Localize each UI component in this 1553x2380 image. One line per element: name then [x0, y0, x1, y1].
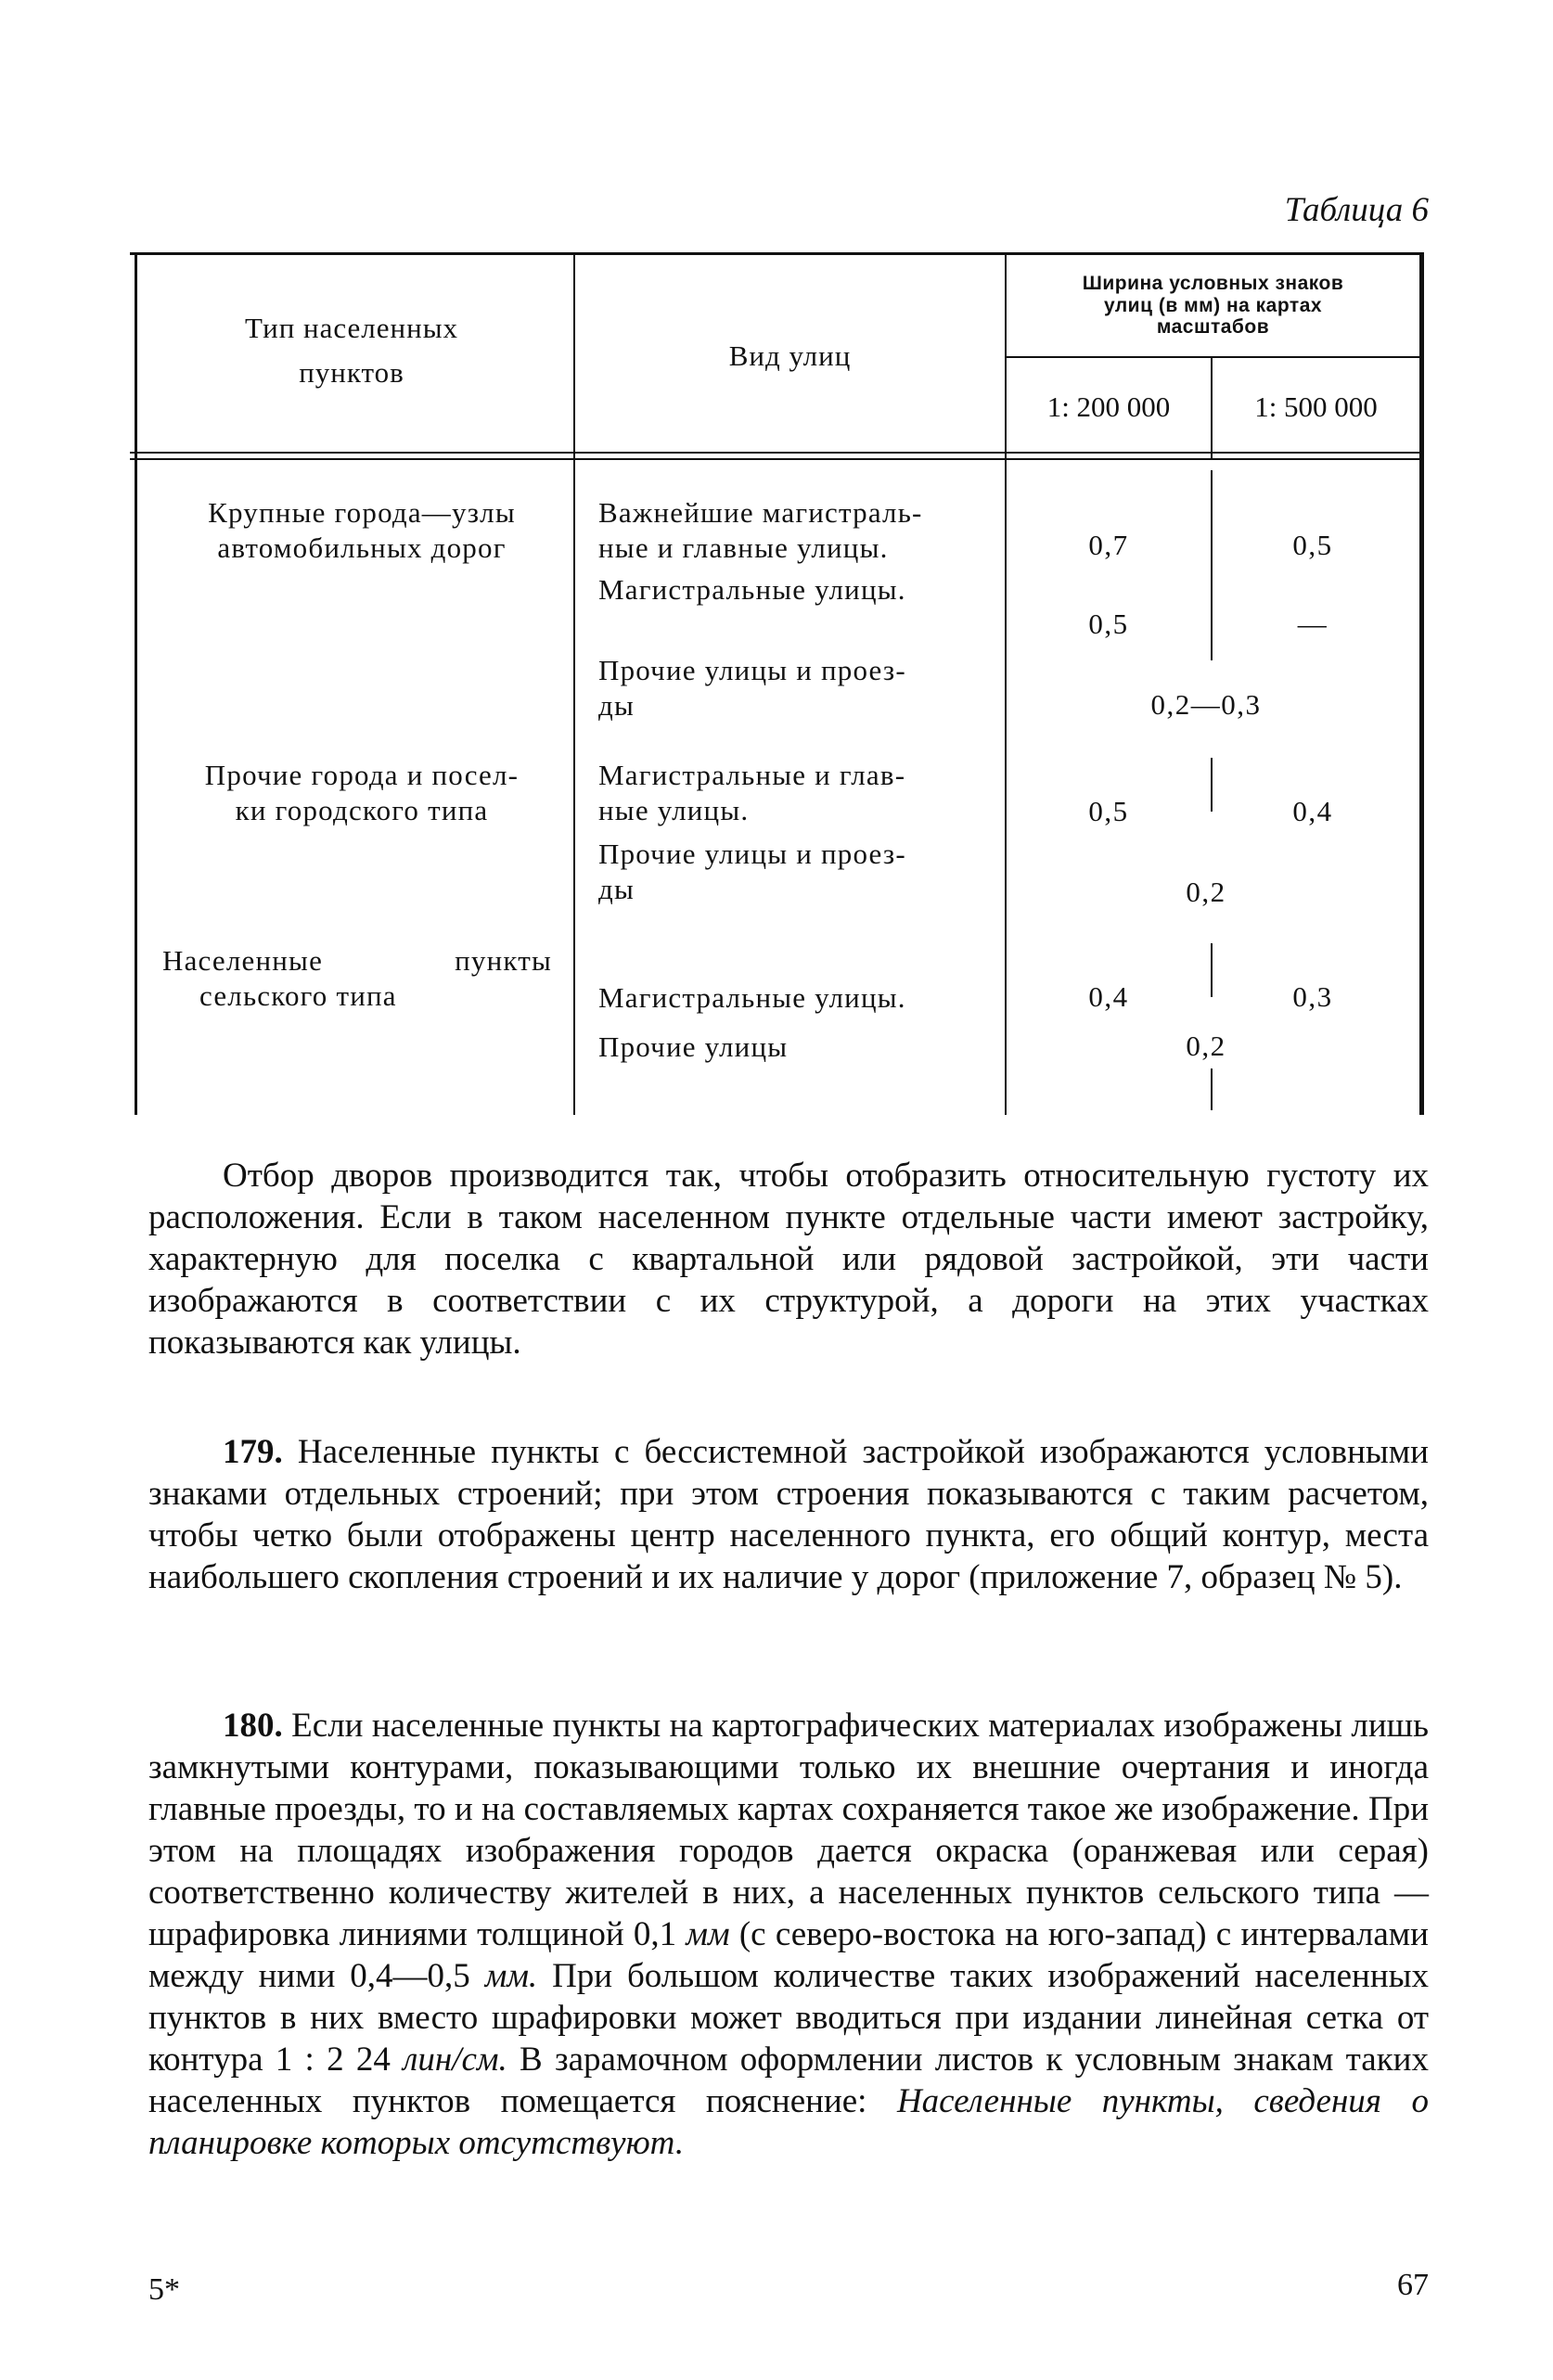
width-value-merged: 0,2 [1186, 1030, 1226, 1062]
header-sign-width: Ширина условных знаков улиц (в мм) на картах масштабов [1082, 273, 1344, 339]
scale-divider-segment [1211, 1068, 1213, 1110]
scale-divider-segment [1211, 470, 1213, 660]
width-value-500000: 0,4 [1292, 795, 1333, 827]
width-value-500000: 0,3 [1292, 980, 1333, 1013]
paragraph-180: 180. Если населенные пункты на картографических материалах изображены лишь замкнутыми контурами, показывающими только их внешние очертания и иногда главные проезды, то и на составляемых картах сохраняется такое же изображение. При этом на площадях изображения городов дается окраска (оранжевая или серая) соответственно количеству жителей в них, а населенных пунктов сельского типа — шрафировка линиями толщиной 0,1 мм (с северо-востока на юго-запад) с интервалами между ними 0,4—0,5 мм. При большом количестве таких изображений населенных пунктов в них вместо шрафировки может вводиться при издании линейная сетка от контура 1 : 2 24 лин/см. В зарамочном оформлении листов к условным знакам таких населенных пунктов помещается пояснение: Населенные пункты, сведения о планировке которых отсутствуют. [148, 1707, 1430, 2162]
paragraph-courtyard-selection: Отбор дворов производится так, чтобы отобразить относительную густоту их расположения. Если в таком населенном пункте отдельные части имеют застройку, характерную для поселка с квартальной или рядовой застройкой, эти части изображаются в соответствии с их структурой, а дороги на этих участках показываются как улицы. [148, 1157, 1429, 1362]
header-settlement-type: Тип населенных пунктов [244, 312, 459, 390]
paragraph-number: 179. [223, 1433, 283, 1471]
paragraph-number: 180. [223, 1707, 283, 1745]
width-value-merged: 0,2—0,3 [1150, 688, 1262, 721]
street-type-cell: Магистральные улицы. [598, 981, 906, 1014]
street-width-table [130, 252, 1424, 1115]
street-type-cell: Прочие улицы [598, 1030, 789, 1063]
settlement-type-cell: Населенные пункты сельского типа [162, 944, 552, 1012]
street-type-cell: Прочие улицы и проез- ды [598, 838, 906, 905]
scale-divider-segment [1211, 943, 1213, 997]
width-value-500000: — [1297, 608, 1328, 640]
type-column-divider [573, 252, 575, 1115]
table-right-border [1419, 252, 1424, 1115]
width-value-200000: 0,5 [1088, 608, 1129, 640]
street-type-cell: Магистральные и глав- ные улицы. [598, 759, 906, 826]
width-value-merged: 0,2 [1186, 876, 1226, 908]
table-top-rule [130, 252, 1424, 255]
width-value-200000: 0,4 [1088, 980, 1129, 1013]
italic-explanation: Населенные пункты, сведения о планировке которых отсутствуют. [148, 2082, 1429, 2162]
page-number: 67 [1397, 2268, 1429, 2302]
header-street-type: Вид улиц [728, 339, 852, 372]
street-type-cell: Прочие улицы и проез- ды [598, 654, 906, 722]
width-value-200000: 0,5 [1088, 795, 1129, 827]
header-bottom-rule-2 [130, 458, 1424, 460]
header-scale-500000: 1: 500 000 [1254, 390, 1378, 423]
width-value-500000: 0,5 [1292, 529, 1333, 561]
street-type-cell: Магистральные улицы. [598, 573, 906, 606]
paragraph-179: 179. Населенные пункты с бессистемной застройкой изображаются условными знаками отдельных строений; при этом строения показываются с таким расчетом, чтобы четко были отображены центр населенного пункта, его общий контур, места наибольшего скопления строений и их наличие у дорог (приложение 7, образец № 5). [148, 1433, 1429, 1596]
header-scale-200000: 1: 200 000 [1046, 390, 1171, 423]
scale-divider-segment [1211, 758, 1213, 812]
street-type-cell: Важнейшие магистраль- ные и главные улицы. [598, 496, 923, 564]
width-value-200000: 0,7 [1088, 529, 1129, 561]
signature-mark: 5* [148, 2272, 180, 2307]
table-caption: Таблица 6 [1284, 191, 1429, 229]
width-header-divider [1005, 356, 1424, 358]
settlement-type-cell: Прочие города и посел- ки городского типа [204, 759, 520, 826]
header-bottom-rule-1 [130, 452, 1424, 454]
settlement-type-cell: Крупные города—узлы автомобильных дорог [208, 496, 516, 564]
